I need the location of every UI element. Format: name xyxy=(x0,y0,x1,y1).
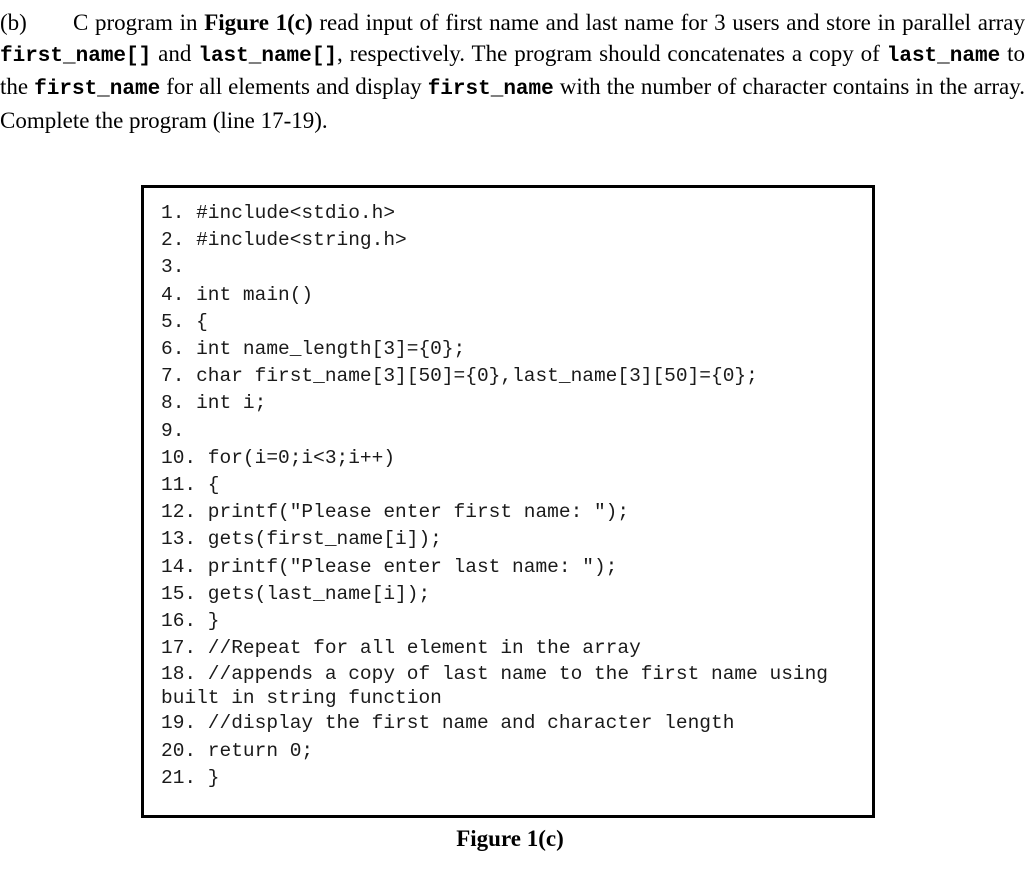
code-line: 21. } xyxy=(161,766,220,789)
code-line: 6. int name_length[3]={0}; xyxy=(161,338,466,361)
code-line: 9. xyxy=(161,419,185,442)
question-text xyxy=(0,8,1025,136)
code-line: 15. gets(last_name[i]); xyxy=(161,582,431,605)
code-line: 3. xyxy=(161,256,185,279)
question-text-part: to the xyxy=(0,40,1026,99)
code-line: 5. { xyxy=(161,310,208,333)
code-line: 20. return 0; xyxy=(161,739,314,762)
code-line: 12. printf("Please enter first name: "); xyxy=(161,501,630,524)
code-line: 7. char first_name[3][50]={0},last_name[3][50]={0}; xyxy=(161,365,758,388)
question-text-part: with the number of character contains in the array. Complete the program (line 17-19). xyxy=(0,74,1025,133)
figure-reference: Figure 1(c) xyxy=(204,10,313,35)
code-line: 18. //appends a copy of last name to the first name using built in string function xyxy=(161,663,840,710)
code-line: 19. //display the first name and character length xyxy=(161,712,735,735)
code-line: 14. printf("Please enter last name: "); xyxy=(161,555,618,578)
question-text-part: for all elements and display xyxy=(160,74,428,99)
code-line: 11. { xyxy=(161,474,220,497)
code-line: 17. //Repeat for all element in the array xyxy=(161,637,641,660)
code-line: 13. gets(first_name[i]); xyxy=(161,528,442,551)
question-label: (b) xyxy=(0,10,27,35)
code-term-first-name-array: first_name[] xyxy=(0,44,152,68)
code-line: 8. int i; xyxy=(161,392,267,415)
code-term-last-name-array: last_name[] xyxy=(198,44,337,68)
question-text-part: and xyxy=(151,40,199,66)
code-term-last-name: last_name xyxy=(886,44,1001,68)
question-text-part: , respectively. The program should concatenates a copy of xyxy=(336,40,887,66)
question-text-part: C program in xyxy=(73,10,205,35)
code-term-first-name: first_name xyxy=(34,78,161,101)
code-listing xyxy=(161,200,862,792)
code-listing-box xyxy=(141,185,875,818)
code-line: 2. #include<string.h> xyxy=(161,229,407,252)
code-line: 4. int main() xyxy=(161,283,314,306)
figure-caption: Figure 1(c) xyxy=(456,826,564,851)
question-text-part: read input of first name and last name for 3 users and store in parallel array xyxy=(312,10,1025,35)
code-line: 16. } xyxy=(161,610,220,633)
code-line: 10. for(i=0;i<3;i++) xyxy=(161,446,396,469)
code-line: 1. #include<stdio.h> xyxy=(161,202,396,224)
code-term-first-name: first_name xyxy=(427,78,554,101)
